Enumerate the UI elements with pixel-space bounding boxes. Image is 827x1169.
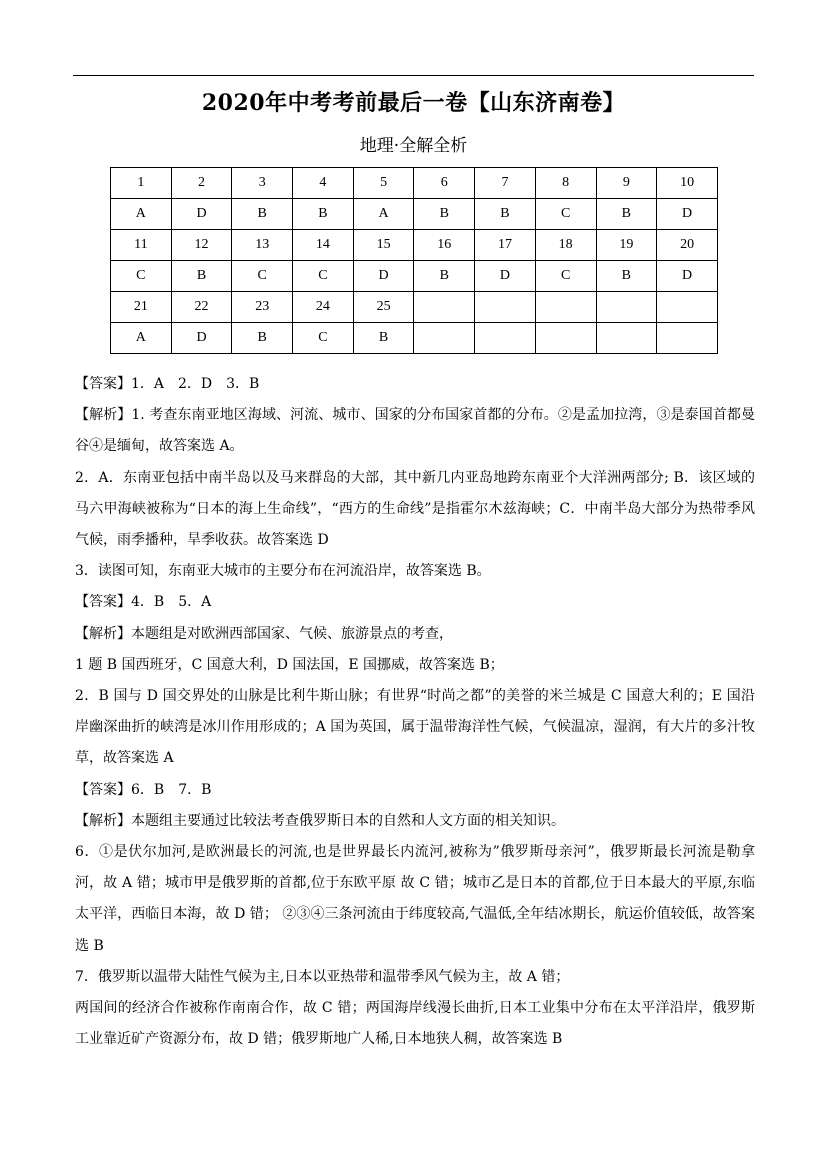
answer-cell: C [111, 261, 172, 292]
question-number-cell: 16 [414, 230, 475, 261]
answer-cell: B [596, 261, 657, 292]
question-number-cell: 11 [111, 230, 172, 261]
question-number-cell: 7 [475, 168, 536, 199]
page-title: 2020年中考考前最后一卷【山东济南卷】 [201, 90, 626, 116]
answer-row [111, 199, 718, 230]
question-number-cell [475, 292, 536, 323]
answer-cell [596, 323, 657, 354]
answer-cell: D [353, 261, 414, 292]
answer-cell [657, 323, 718, 354]
question-number-row [111, 230, 718, 261]
analysis-paragraph: 【答案】1．A 2．D 3．B [75, 376, 260, 392]
question-number-cell: 19 [596, 230, 657, 261]
answer-cell: A [353, 199, 414, 230]
question-number-cell: 10 [657, 168, 718, 199]
question-number-row [111, 292, 718, 323]
question-number-cell: 22 [171, 292, 232, 323]
analysis-paragraph: 2．B 国与 D 国交界处的山脉是比利牛斯山脉；有世界“时尚之都”的美誉的米兰城是 C 国意大利的；E 国沿岸幽深曲折的峡湾是冰川作用形成的；A 国为英国，属于温带海洋性气候，气候温凉，湿润，有大片的多汁牧草，故答案选 A [75, 688, 755, 767]
analysis-paragraph: 【解析】1. 考查东南亚地区海域、河流、城市、国家的分布国家首都的分布。②是孟加拉湾，③是泰国首都曼谷④是缅甸，故答案选 A。 [75, 407, 755, 455]
page-subtitle: 地理·全解全析 [359, 136, 468, 156]
question-number-cell: 24 [293, 292, 354, 323]
analysis-paragraph: 1 题 B 国西班牙，C 国意大利，D 国法国，E 国挪威，故答案选 B； [75, 656, 504, 673]
answer-cell: D [475, 261, 536, 292]
answer-cell: A [111, 199, 172, 230]
answer-cell: C [293, 323, 354, 354]
question-number-cell: 6 [414, 168, 475, 199]
answer-cell: B [596, 199, 657, 230]
question-number-cell: 1 [111, 168, 172, 199]
analysis-paragraph: 【答案】4．B 5．A [75, 594, 212, 611]
answer-cell: C [232, 261, 293, 292]
question-number-cell [414, 292, 475, 323]
question-number-cell: 17 [475, 230, 536, 261]
question-number-cell [596, 292, 657, 323]
answer-cell: C [535, 261, 596, 292]
analysis-body [75, 369, 755, 1055]
question-number-cell: 3 [232, 168, 293, 199]
question-number-cell: 8 [535, 168, 596, 199]
analysis-paragraph: 7．俄罗斯以温带大陆性气候为主,日本以亚热带和温带季风气候为主，故 A 错； [75, 968, 570, 985]
question-number-cell: 15 [353, 230, 414, 261]
question-number-cell: 13 [232, 230, 293, 261]
analysis-paragraph: 【解析】本题组主要通过比较法考查俄罗斯日本的自然和人文方面的相关知识。 [75, 812, 565, 829]
analysis-paragraph: 2．A．东南亚包括中南半岛以及马来群岛的大部，其中新几内亚岛地跨东南亚个大洋洲两部分; B．该区域的马六甲海峡被称为“日本的海上生命线”，“西方的生命线”是指霍尔木兹海峡；C．中南半岛大部分为热带季风气候，雨季播种，旱季收获。故答案选 D [75, 469, 755, 549]
question-number-cell: 18 [535, 230, 596, 261]
question-number-cell: 20 [657, 230, 718, 261]
answer-cell: D [171, 323, 232, 354]
analysis-paragraph: 6．①是伏尔加河,是欧洲最长的河流,也是世界最长内流河,被称为”俄罗斯母亲河”，俄罗斯最长河流是勒拿河，故 A 错；城市甲是俄罗斯的首都,位于东欧平原 故 C 错；城市乙是日本的首都,位于日本最大的平原,东临太平洋，西临日本海，故 D 错； ②③④三条河流由于纬度较高,气温低,全年结冰期长，航运价值较低，故答案选 B [75, 844, 755, 954]
answer-cell [475, 323, 536, 354]
question-number-cell: 5 [353, 168, 414, 199]
answer-cell: B [232, 323, 293, 354]
answer-table [110, 167, 718, 354]
answer-cell: D [657, 199, 718, 230]
analysis-paragraph: 【答案】6．B 7．B [75, 781, 212, 798]
question-number-cell: 25 [353, 292, 414, 323]
analysis-paragraph: 【解析】本题组是对欧洲西部国家、气候、旅游景点的考查， [75, 625, 453, 642]
question-number-cell: 21 [111, 292, 172, 323]
analysis-paragraph: 3．读图可知，东南亚大城市的主要分布在河流沿岸，故答案选 B。 [75, 563, 491, 580]
answer-cell: B [475, 199, 536, 230]
answer-cell: B [293, 199, 354, 230]
answer-cell [535, 323, 596, 354]
question-number-row [111, 168, 718, 199]
analysis-paragraph: 两国间的经济合作被称作南南合作，故 C 错；两国海岸线漫长曲折,日本工业集中分布在太平洋沿岸，俄罗斯工业靠近矿产资源分布，故 D 错；俄罗斯地广人稀,日本地狭人稠，故答案选 B [75, 1000, 755, 1048]
question-number-cell: 4 [293, 168, 354, 199]
question-number-cell: 23 [232, 292, 293, 323]
answer-cell: B [353, 323, 414, 354]
answer-cell: A [111, 323, 172, 354]
question-number-cell: 12 [171, 230, 232, 261]
answer-cell: C [535, 199, 596, 230]
answer-cell: D [171, 199, 232, 230]
answer-cell: B [171, 261, 232, 292]
answer-row [111, 323, 718, 354]
question-number-cell: 9 [596, 168, 657, 199]
answer-cell [414, 323, 475, 354]
question-number-cell [535, 292, 596, 323]
answer-cell: B [414, 199, 475, 230]
header-rule [73, 75, 754, 76]
question-number-cell [657, 292, 718, 323]
question-number-cell: 14 [293, 230, 354, 261]
answer-row [111, 261, 718, 292]
answer-cell: D [657, 261, 718, 292]
answer-cell: B [414, 261, 475, 292]
question-number-cell: 2 [171, 168, 232, 199]
answer-cell: C [293, 261, 354, 292]
answer-cell: B [232, 199, 293, 230]
